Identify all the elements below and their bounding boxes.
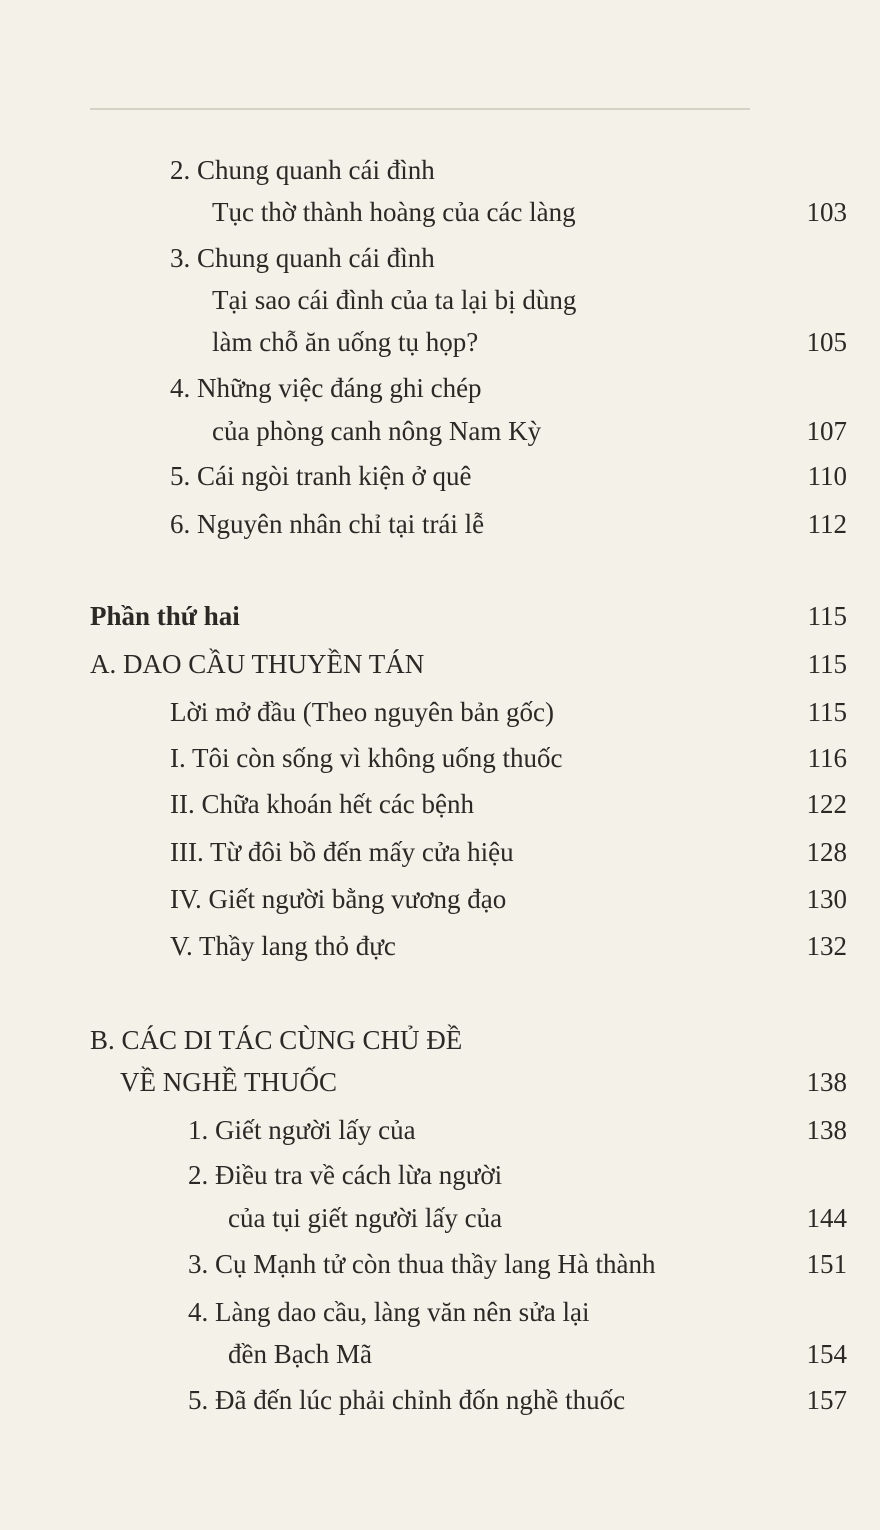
toc-entry bbox=[0, 322, 880, 362]
toc-entry-title: đền Bạch Mã bbox=[228, 1339, 372, 1369]
toc-entry-title: 2. Điều tra về cách lừa người bbox=[188, 1160, 503, 1190]
toc-entry-title: 1. Giết người lấy của bbox=[188, 1115, 416, 1145]
part-heading bbox=[0, 596, 880, 636]
toc-entry-page: 105 bbox=[806, 327, 847, 357]
toc-entry-title: III. Từ đôi bồ đến mấy cửa hiệu bbox=[170, 837, 514, 867]
toc-entry-page: 132 bbox=[806, 931, 847, 961]
toc-entry bbox=[0, 411, 880, 451]
section-heading-title: VỀ NGHỀ THUỐC bbox=[120, 1067, 337, 1097]
section-heading bbox=[0, 1020, 880, 1060]
section-heading-title: A. DAO CẦU THUYỀN TÁN bbox=[90, 649, 425, 679]
toc-entry-title: I. Tôi còn sống vì không uống thuốc bbox=[170, 743, 563, 773]
toc-entry bbox=[0, 1155, 880, 1195]
toc-entry-title: 5. Cái ngòi tranh kiện ở quê bbox=[170, 461, 472, 491]
toc-entry-page: 122 bbox=[806, 789, 847, 819]
toc-entry-title: Tại sao cái đình của ta lại bị dùng bbox=[212, 285, 577, 315]
section-heading bbox=[0, 644, 880, 684]
toc-entry bbox=[0, 1110, 880, 1150]
toc-entry-title: của tụi giết người lấy của bbox=[228, 1203, 503, 1233]
toc-entry bbox=[0, 192, 880, 232]
toc-entry-title: II. Chữa khoán hết các bệnh bbox=[170, 789, 475, 819]
toc-entry-title: 6. Nguyên nhân chỉ tại trái lễ bbox=[170, 509, 485, 539]
toc-entry bbox=[0, 832, 880, 872]
toc-entry bbox=[0, 504, 880, 544]
toc-entry bbox=[0, 368, 880, 408]
toc-entry-title: của phòng canh nông Nam Kỳ bbox=[212, 416, 542, 446]
toc-entry-title: 3. Chung quanh cái đình bbox=[170, 243, 435, 273]
part-heading-title: Phần thứ hai bbox=[90, 601, 240, 631]
toc-entry-title: làm chỗ ăn uống tụ họp? bbox=[212, 327, 479, 357]
toc-entry-page: 157 bbox=[806, 1385, 847, 1415]
toc-entry-page: 115 bbox=[807, 649, 847, 679]
toc-entry-title: 2. Chung quanh cái đình bbox=[170, 155, 435, 185]
toc-entry bbox=[0, 456, 880, 496]
toc-entry-page: 138 bbox=[806, 1115, 847, 1145]
toc-entry-page: 128 bbox=[806, 837, 847, 867]
toc-entry bbox=[0, 1198, 880, 1238]
toc-entry-page: 138 bbox=[806, 1067, 847, 1097]
toc-entry-page: 115 bbox=[807, 697, 847, 727]
toc-entry-page: 154 bbox=[806, 1339, 847, 1369]
toc-entry-title: Tục thờ thành hoàng của các làng bbox=[212, 197, 576, 227]
toc-entry-title: 4. Làng dao cầu, làng văn nên sửa lại bbox=[188, 1297, 590, 1327]
toc-entry-page: 151 bbox=[806, 1249, 847, 1279]
section-heading bbox=[0, 1062, 880, 1102]
section-heading-title: B. CÁC DI TÁC CÙNG CHỦ ĐỀ bbox=[90, 1025, 463, 1055]
toc-entry bbox=[0, 738, 880, 778]
toc-entry bbox=[0, 784, 880, 824]
toc-entry-page: 107 bbox=[806, 416, 847, 446]
toc-entry bbox=[0, 926, 880, 966]
toc-entry-title: 4. Những việc đáng ghi chép bbox=[170, 373, 482, 403]
toc-entry-page: 110 bbox=[807, 461, 847, 491]
toc-entry-page: 115 bbox=[807, 601, 847, 631]
toc-entry bbox=[0, 879, 880, 919]
toc-entry-page: 116 bbox=[807, 743, 847, 773]
toc-entry bbox=[0, 280, 880, 320]
toc-entry bbox=[0, 1244, 880, 1284]
toc-entry-title: IV. Giết người bằng vương đạo bbox=[170, 884, 507, 914]
toc-entry bbox=[0, 1292, 880, 1332]
toc-entry-page: 112 bbox=[807, 509, 847, 539]
toc-entry bbox=[0, 692, 880, 732]
toc-entry bbox=[0, 150, 880, 190]
toc-entry-page: 144 bbox=[806, 1203, 847, 1233]
bleed-through-rule bbox=[90, 108, 750, 110]
toc-entry bbox=[0, 238, 880, 278]
toc-entry-title: V. Thầy lang thỏ đực bbox=[170, 931, 396, 961]
toc-entry bbox=[0, 1334, 880, 1374]
toc-entry-page: 130 bbox=[806, 884, 847, 914]
toc-entry-title: Lời mở đầu (Theo nguyên bản gốc) bbox=[170, 697, 554, 727]
toc-entry-title: 5. Đã đến lúc phải chỉnh đốn nghề thuốc bbox=[188, 1385, 626, 1415]
toc-entry-page: 103 bbox=[806, 197, 847, 227]
toc-entry bbox=[0, 1380, 880, 1420]
toc-entry-title: 3. Cụ Mạnh tử còn thua thầy lang Hà thành bbox=[188, 1249, 656, 1279]
